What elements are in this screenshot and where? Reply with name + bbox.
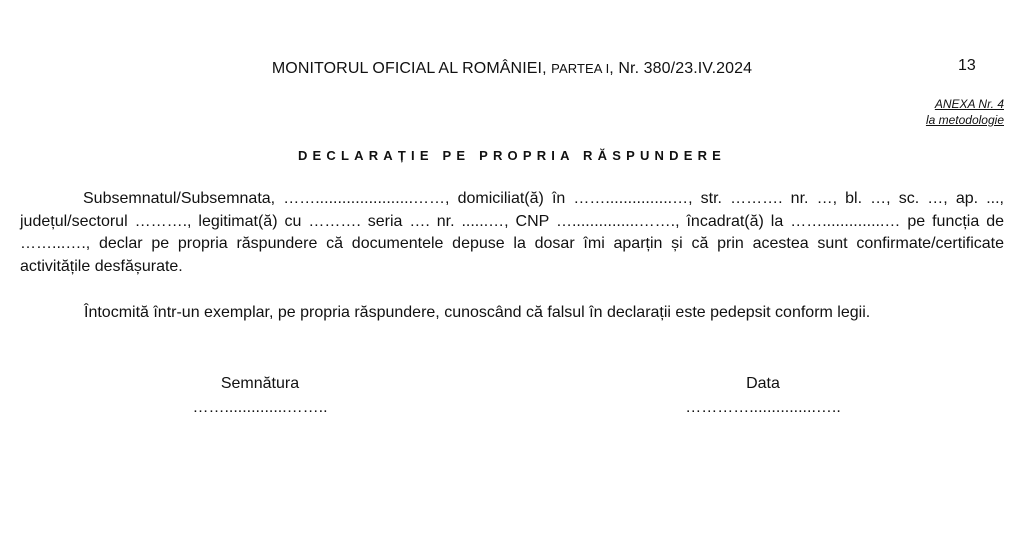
page-number: 13 <box>958 57 976 74</box>
signature-label: Semnătura <box>220 375 300 392</box>
document-title: DECLARAȚIE PE PROPRIA RĂSPUNDERE <box>297 148 727 163</box>
date-field: …………...............….. <box>685 399 841 416</box>
header-part: PARTEA I <box>551 61 610 76</box>
page-header <box>0 60 1024 78</box>
annex-number: ANEXA Nr. 4 <box>934 97 1004 111</box>
declaration-closing: Întocmită într-un exemplar, pe propria răspundere, cunoscând că falsul în declarații este pedepsit conform legii. <box>84 304 871 321</box>
header-issue: , Nr. 380/23.IV.2024 <box>609 60 753 77</box>
annex-reference <box>926 96 1004 128</box>
annex-methodology: la metodologie <box>925 113 1004 127</box>
header-title: MONITORUL OFICIAL AL ROMÂNIEI, <box>271 60 547 77</box>
signature-field: ……..............…….. <box>192 399 328 416</box>
date-block <box>653 372 873 420</box>
declaration-body: Subsemnatul/Subsemnata, ……......................……, domiciliat(ă) în ……...............…, str. ………. nr. …, bl. …, sc. …, ap. ..., județul/sectorul ………., legitimat(ă) cu ………. seria …. nr. ......…, CNP …...............……., încadrat(ă) la ……..............… pe funcția de ……...…., declar pe propria răspundere că documentele depuse la dosar îmi aparțin și că prin acestea sunt confirmate/certificate activitățile desfășurate. <box>20 190 1004 275</box>
date-label: Data <box>746 375 780 392</box>
signature-block <box>150 372 370 420</box>
